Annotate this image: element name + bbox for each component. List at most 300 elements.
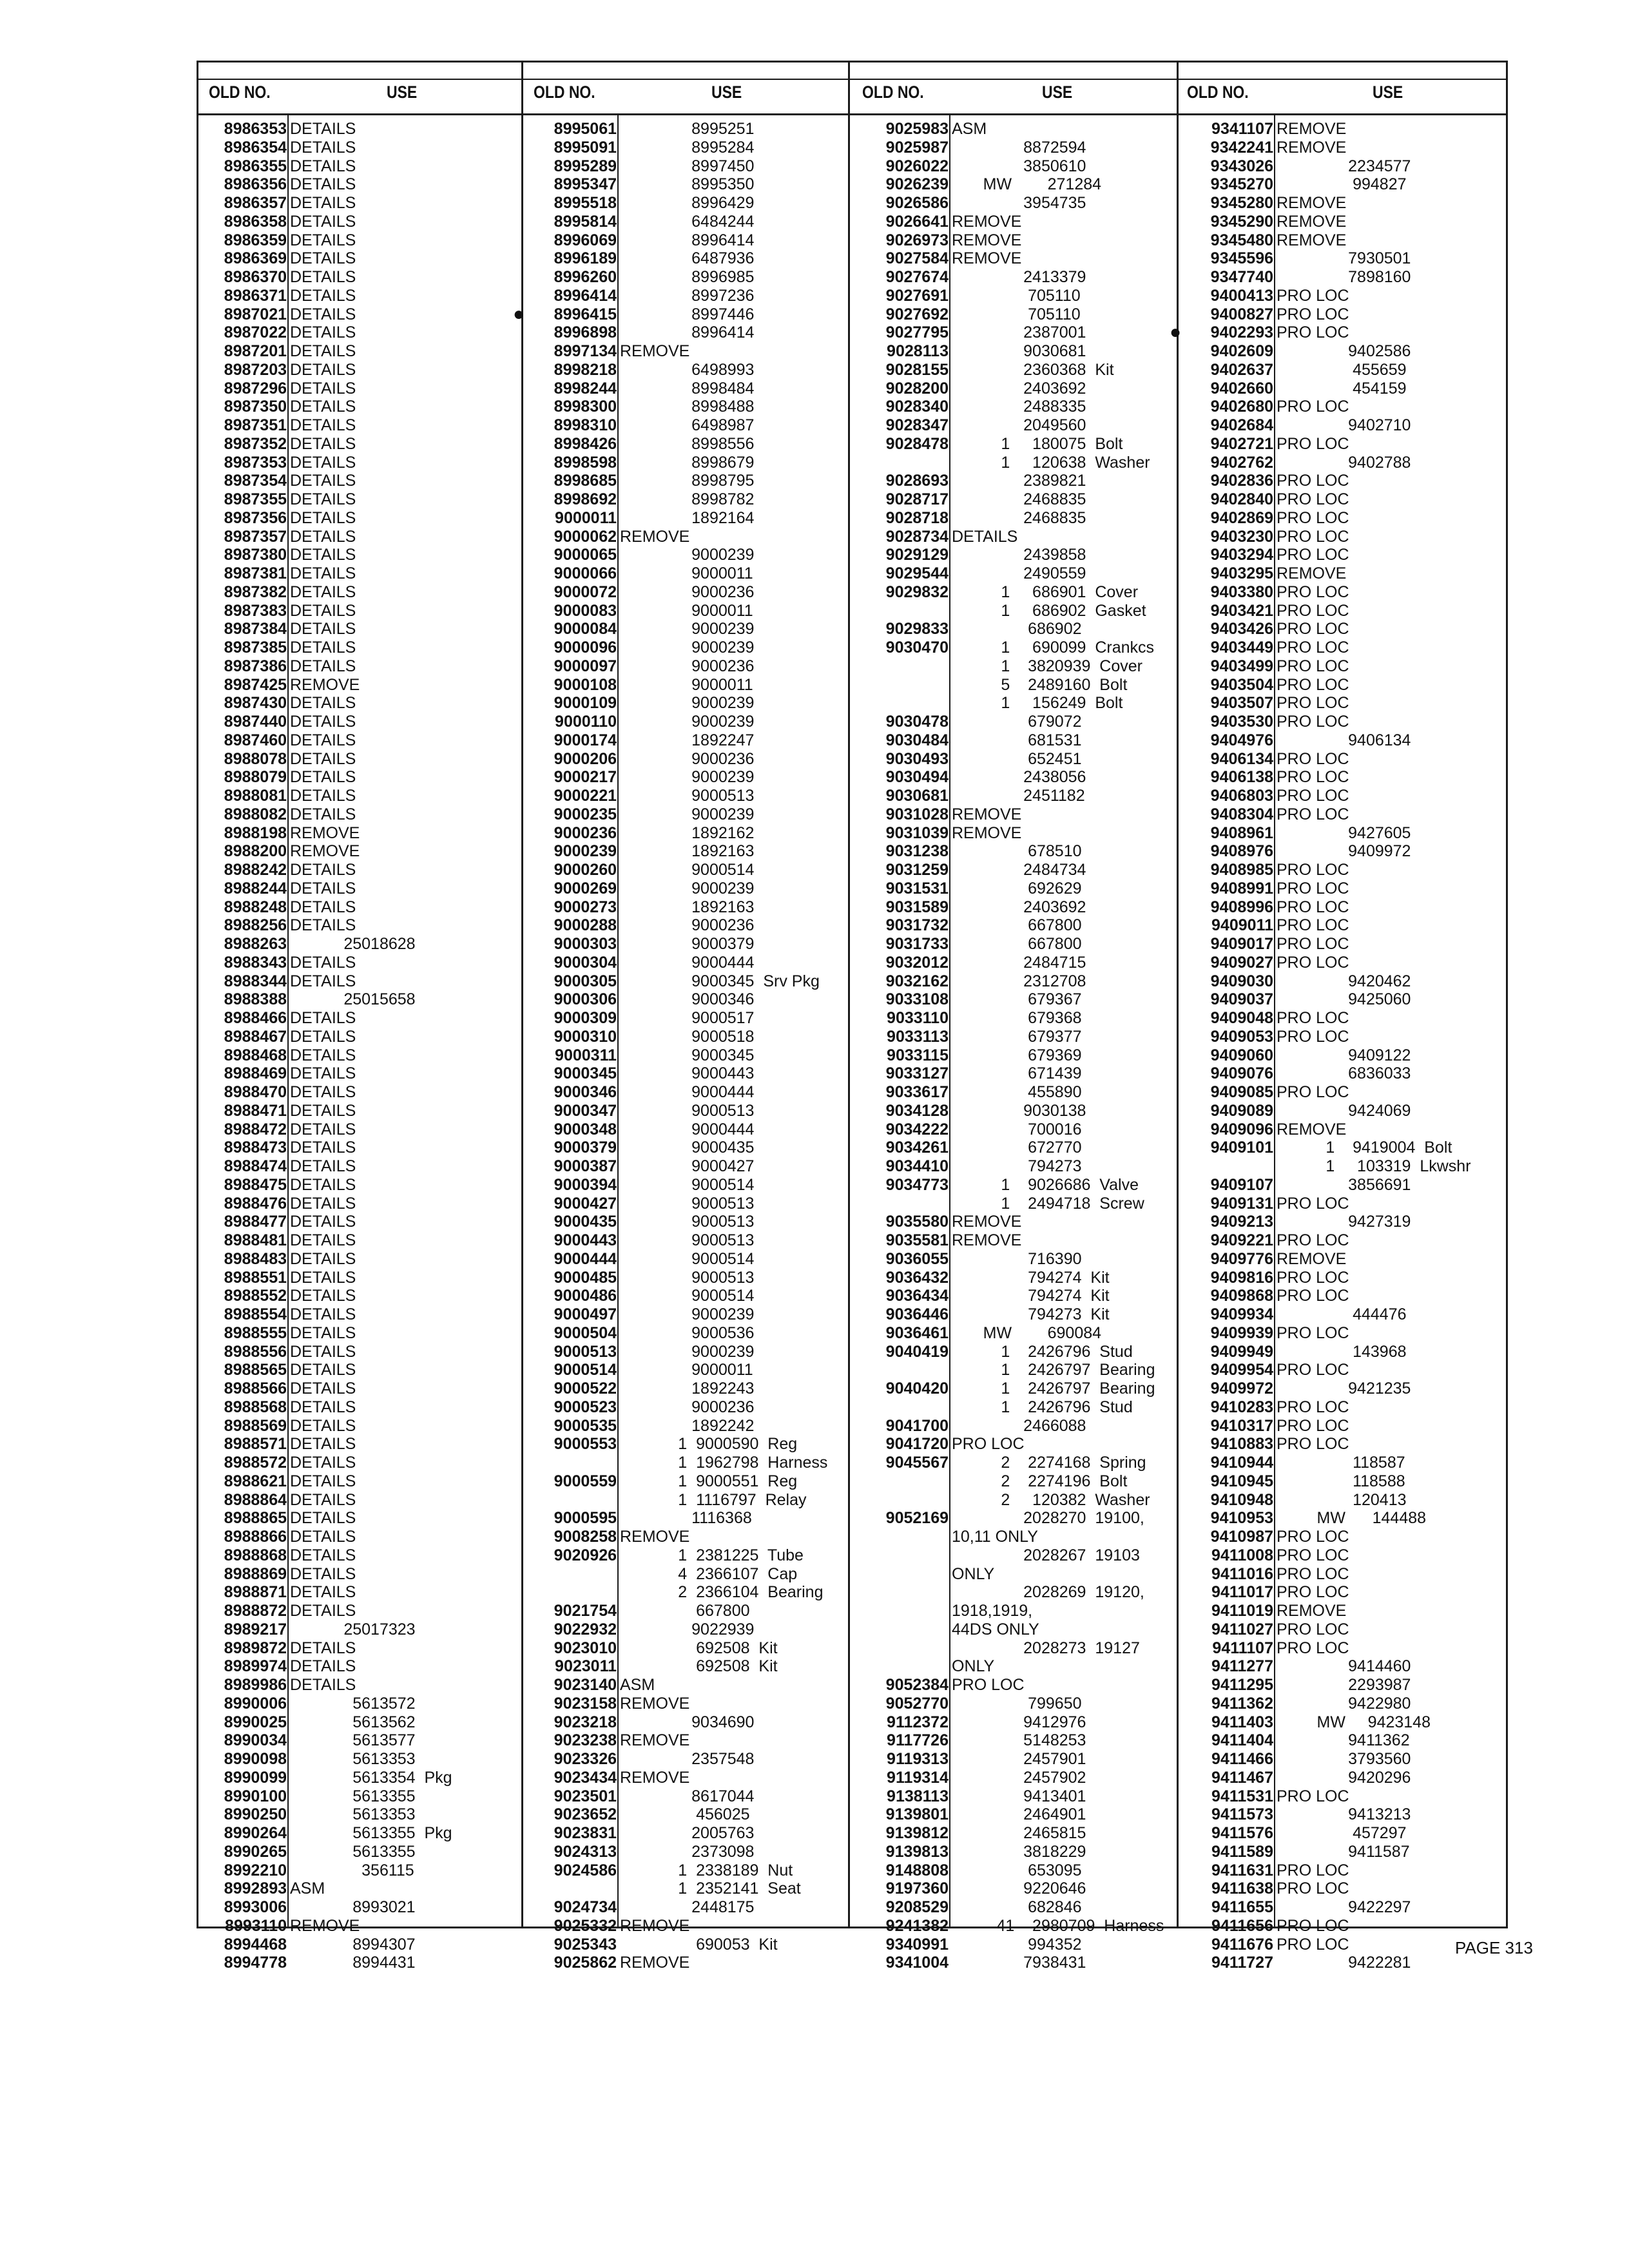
old-number: 8988572 [224, 1454, 287, 1472]
old-number: 9027795 [885, 323, 949, 342]
old-number: 9036446 [885, 1305, 949, 1323]
use-value: PRO LOC [1277, 768, 1349, 787]
old-number: 9411017 [1211, 1583, 1273, 1602]
old-number: 9000065 [554, 546, 617, 564]
use-value: 6498987 [620, 416, 755, 434]
old-number: 9034410 [885, 1157, 949, 1175]
use-value: 3856691 [1277, 1175, 1411, 1194]
table-row [849, 1769, 1175, 1787]
old-number: 8987383 [224, 601, 287, 620]
use-value: 9422980 [1277, 1694, 1411, 1713]
table-row [849, 990, 1175, 1009]
table-row [1173, 1324, 1505, 1343]
use-value: REMOVE [620, 527, 690, 546]
table-row [1173, 1787, 1505, 1806]
old-number: 9033115 [887, 1046, 949, 1064]
use-value: 679369 [952, 1046, 1082, 1064]
old-number: 9030478 [885, 713, 949, 731]
table-row [187, 1454, 521, 1472]
table-row [849, 1713, 1175, 1732]
table-row [1173, 342, 1505, 361]
table-row [517, 1287, 847, 1305]
table-row [187, 1769, 521, 1787]
old-number: 9403380 [1210, 582, 1273, 601]
use-value: 444476 [1277, 1305, 1407, 1323]
old-number: 9034128 [885, 1101, 949, 1120]
old-number: 9000260 [554, 861, 617, 879]
use-value: 2049560 [952, 416, 1086, 434]
old-number: 9000066 [554, 564, 617, 582]
use-value: PRO LOC [1277, 1564, 1349, 1583]
use-value: DETAILS [290, 1287, 356, 1305]
table-row [1173, 1879, 1505, 1898]
table-row [187, 972, 521, 991]
table-row [517, 490, 847, 509]
use-value: DETAILS [290, 1657, 356, 1676]
old-number: 8988343 [224, 953, 287, 972]
table-row [849, 380, 1175, 398]
table-row [1173, 676, 1505, 695]
table-row [1173, 1695, 1505, 1713]
table-row [849, 1102, 1175, 1120]
use-value: DETAILS [290, 861, 356, 879]
table-row [1173, 380, 1505, 398]
table-row [187, 213, 521, 231]
table-row [1173, 1269, 1505, 1287]
use-value: 9427605 [1277, 823, 1411, 842]
old-number: 9000379 [554, 1139, 617, 1157]
table-row [187, 528, 521, 546]
table-row [517, 1379, 847, 1398]
use-value: 9000236 [620, 582, 755, 601]
table-row [1173, 1472, 1505, 1491]
use-value: 667800 [952, 935, 1082, 953]
table-row [517, 213, 847, 231]
old-number: 9033110 [887, 1009, 949, 1027]
use-value: 9000379 [620, 935, 755, 953]
table-row [517, 583, 847, 602]
old-number: 9029129 [885, 546, 949, 564]
use-value: 1 2426797 Bearing [952, 1361, 1155, 1379]
table-row [517, 1639, 847, 1658]
table-row [187, 564, 521, 583]
table-row [849, 1379, 1175, 1398]
old-number: 8998598 [554, 453, 617, 472]
use-value: PRO LOC [1277, 953, 1349, 972]
use-value: PRO LOC [1277, 861, 1349, 879]
table-row [517, 287, 847, 305]
old-number: 8995814 [554, 212, 617, 231]
old-number: 9040419 [885, 1342, 949, 1361]
old-number: 9000522 [554, 1379, 617, 1398]
use-value: PRO LOC [1277, 749, 1349, 768]
old-number: 9400827 [1210, 305, 1273, 323]
table-row [849, 1287, 1175, 1305]
use-value: 2466088 [952, 1416, 1086, 1435]
old-number: 9411638 [1211, 1879, 1273, 1898]
old-number: 9030681 [885, 787, 949, 805]
table-row [187, 416, 521, 435]
old-number: 9000110 [555, 713, 617, 731]
use-value: DETAILS [290, 1194, 356, 1213]
table-row [1173, 416, 1505, 435]
use-value: 9000444 [620, 953, 755, 972]
old-number: 9411631 [1211, 1861, 1273, 1879]
use-value: 6836033 [1277, 1064, 1411, 1083]
use-value: DETAILS [290, 1083, 356, 1101]
old-number: 8988571 [224, 1435, 287, 1454]
old-number: 8987353 [224, 453, 287, 472]
old-number: 9028113 [887, 342, 949, 360]
use-value: DETAILS [290, 1175, 356, 1194]
table-row [517, 1769, 847, 1787]
use-value: DETAILS [290, 582, 356, 601]
old-number: 9029833 [885, 620, 949, 639]
use-value: 25017323 [290, 1620, 416, 1639]
old-number: 9411016 [1211, 1564, 1273, 1583]
table-row [849, 1250, 1175, 1269]
use-value: 8995284 [620, 138, 755, 157]
use-value: 8995350 [620, 175, 755, 194]
old-number: 9000310 [554, 1027, 617, 1046]
use-value: 682846 [952, 1898, 1082, 1916]
use-value: REMOVE [1277, 1602, 1347, 1620]
use-value: 7938431 [952, 1954, 1086, 1972]
use-value: 41 2980709 Harness [952, 1916, 1164, 1935]
old-number: 9000394 [554, 1175, 617, 1194]
table-row [517, 731, 847, 750]
use-value: DETAILS [290, 1120, 356, 1139]
old-number: 9025862 [554, 1954, 617, 1972]
table-row [517, 842, 847, 861]
old-number: 9041700 [885, 1416, 949, 1435]
table-row [849, 1695, 1175, 1713]
use-value: DETAILS [290, 1342, 356, 1361]
old-number: 9008258 [554, 1528, 617, 1546]
use-value: PRO LOC [1277, 398, 1349, 416]
old-number: 9197360 [885, 1879, 949, 1898]
table-row [517, 1269, 847, 1287]
use-value: 1 1962798 Harness [620, 1454, 828, 1472]
use-value: 120413 [1277, 1490, 1407, 1509]
old-number: 9409053 [1210, 1027, 1273, 1046]
old-number: 8986353 [224, 120, 287, 138]
table-row [849, 472, 1175, 490]
table-row [1173, 454, 1505, 472]
old-number: 9031732 [885, 916, 949, 935]
table-row [187, 1546, 521, 1565]
table-row [849, 1324, 1175, 1343]
table-row [187, 1824, 521, 1843]
table-row [849, 1120, 1175, 1139]
old-number: 9411467 [1211, 1768, 1273, 1787]
old-number: 8996415 [554, 305, 617, 323]
table-row [849, 1898, 1175, 1917]
old-number: 9033108 [885, 990, 949, 1009]
old-number: 9343026 [1210, 157, 1273, 175]
old-number: 9409221 [1210, 1231, 1273, 1249]
table-row [517, 916, 847, 935]
header-rule-upper [197, 79, 1508, 80]
use-value: 692508 Kit [620, 1639, 778, 1657]
use-value: REMOVE [290, 823, 360, 842]
use-value: DETAILS [290, 508, 356, 527]
table-row [517, 713, 847, 731]
use-value: 1 2426797 Bearing [952, 1379, 1155, 1398]
use-value: 9000427 [620, 1157, 755, 1175]
table-row [1173, 1602, 1505, 1620]
table-row [1173, 954, 1505, 972]
table-row [849, 1917, 1175, 1936]
old-number: 9408991 [1210, 879, 1273, 898]
table-row [517, 750, 847, 769]
use-value: 667800 [620, 1602, 750, 1620]
old-number: 9409868 [1210, 1287, 1273, 1305]
old-number: 8988865 [224, 1509, 287, 1528]
table-row [187, 916, 521, 935]
use-value: 667800 [952, 916, 1082, 935]
old-number: 9409934 [1210, 1305, 1273, 1323]
use-value: PRO LOC [1277, 601, 1349, 620]
table-row [1173, 1676, 1505, 1695]
use-value: 2357548 [620, 1750, 755, 1768]
old-number: 9035581 [885, 1231, 949, 1249]
table-row [517, 639, 847, 657]
use-value: 2387001 [952, 323, 1086, 342]
use-value: DETAILS [290, 286, 356, 305]
old-number: 9408985 [1210, 861, 1273, 879]
header-use-1: USE [387, 82, 418, 102]
table-row [849, 454, 1175, 472]
use-value: PRO LOC [1277, 305, 1349, 323]
use-value: 8997450 [620, 157, 755, 175]
table-row [517, 1435, 847, 1454]
old-number: 8988468 [224, 1046, 287, 1064]
table-row [849, 1843, 1175, 1861]
table-row [187, 194, 521, 213]
old-number: 8988263 [224, 935, 287, 953]
use-value: REMOVE [620, 1528, 690, 1546]
use-value: DETAILS [290, 694, 356, 713]
use-value: 1 9000551 Reg [620, 1472, 798, 1490]
table-row [1173, 1287, 1505, 1305]
old-number: 9029832 [885, 582, 949, 601]
table-row [1173, 1731, 1505, 1750]
old-number: 9409949 [1210, 1342, 1273, 1361]
use-value: 9000011 [620, 1361, 753, 1379]
table-row [1173, 175, 1505, 194]
old-number: 8986358 [224, 212, 287, 231]
old-number: 9030470 [885, 639, 949, 657]
use-value: 1 120638 Washer [952, 453, 1150, 472]
table-row [1173, 620, 1505, 639]
old-number: 9031589 [885, 898, 949, 916]
use-value: 2438056 [952, 768, 1086, 787]
use-value: DETAILS [290, 323, 356, 342]
use-value: 9000517 [620, 1009, 755, 1027]
use-value: PRO LOC [1277, 1528, 1349, 1546]
old-number: 8998300 [554, 398, 617, 416]
table-row [187, 1676, 521, 1695]
table-row [517, 990, 847, 1009]
table-row [1173, 1139, 1505, 1157]
old-number: 9000236 [554, 823, 617, 842]
table-row [1173, 1083, 1505, 1102]
header-use-2: USE [711, 82, 742, 102]
old-number: 9404976 [1210, 731, 1273, 749]
table-row [849, 898, 1175, 917]
table-row [1173, 398, 1505, 416]
old-number: 9000553 [554, 1435, 617, 1454]
use-value: REMOVE [952, 1231, 1022, 1249]
use-value: 1 9026686 Valve [952, 1175, 1139, 1194]
table-row [849, 972, 1175, 991]
use-value: DETAILS [290, 1602, 356, 1620]
table-row [1173, 935, 1505, 954]
table-row [187, 1787, 521, 1806]
table-row [1173, 564, 1505, 583]
table-row [187, 898, 521, 917]
table-row [1173, 1843, 1505, 1861]
old-number: 8995091 [554, 138, 617, 157]
old-number: 8987356 [224, 508, 287, 527]
use-value: DETAILS [290, 879, 356, 898]
table-row [517, 1583, 847, 1602]
bullet-dot-icon: ● [513, 303, 525, 325]
use-value: DETAILS [290, 1064, 356, 1083]
old-number: 9408996 [1210, 898, 1273, 916]
old-number: 9409096 [1210, 1120, 1273, 1139]
table-row [1173, 750, 1505, 769]
table-row [517, 879, 847, 898]
old-number: 9000097 [554, 657, 617, 675]
use-value: 8998782 [620, 490, 755, 508]
old-number: 9000096 [554, 639, 617, 657]
table-row [187, 287, 521, 305]
old-number: 8989217 [224, 1620, 287, 1639]
use-value: PRO LOC [1277, 1435, 1349, 1454]
table-row [1173, 1231, 1505, 1250]
old-number: 9000303 [554, 935, 617, 953]
use-value: PRO LOC [1277, 1639, 1349, 1657]
use-value: 3818229 [952, 1842, 1086, 1861]
use-value: 143968 [1277, 1342, 1407, 1361]
use-value: PRO LOC [1277, 787, 1349, 805]
use-value: DETAILS [290, 1454, 356, 1472]
table-row [1173, 583, 1505, 602]
use-value: 1 156249 Bolt [952, 694, 1123, 713]
use-value: PRO LOC [1277, 675, 1349, 694]
table-row [849, 1583, 1175, 1602]
use-value: DETAILS [290, 768, 356, 787]
old-number: 9406138 [1210, 768, 1273, 787]
table-row [1173, 213, 1505, 231]
table-row [187, 713, 521, 731]
table-row [517, 657, 847, 676]
table-row [517, 602, 847, 620]
table-row [187, 676, 521, 695]
old-number: 9030493 [885, 749, 949, 768]
old-number: 9000435 [554, 1213, 617, 1231]
old-number: 8988198 [224, 823, 287, 842]
old-number: 8987357 [224, 527, 287, 546]
old-number: 8988477 [224, 1213, 287, 1231]
use-value: REMOVE [952, 1213, 1022, 1231]
use-value: 9000236 [620, 657, 755, 675]
old-number: 9411531 [1211, 1787, 1273, 1805]
table-row [517, 1602, 847, 1620]
use-value: 9000011 [620, 601, 753, 620]
table-row [187, 1472, 521, 1491]
table-row [1173, 916, 1505, 935]
use-value: PRO LOC [1277, 546, 1349, 564]
old-number: 9402660 [1210, 379, 1273, 398]
table-row [849, 1602, 1175, 1620]
table-row [187, 1843, 521, 1861]
table-row [1173, 1528, 1505, 1546]
table-row [187, 879, 521, 898]
use-value: 9000346 [620, 990, 755, 1009]
use-value: 5613562 [290, 1713, 416, 1731]
use-value: 672770 [952, 1139, 1082, 1157]
table-row [849, 1361, 1175, 1379]
old-number: 9023010 [554, 1639, 617, 1657]
use-value: 1 2494718 Screw [952, 1194, 1144, 1213]
table-row [1173, 361, 1505, 380]
old-number: 9345280 [1210, 194, 1273, 212]
old-number: 8996069 [554, 231, 617, 249]
header-old-1: OLD NO. [209, 82, 271, 102]
use-value: DETAILS [290, 601, 356, 620]
table-row [517, 1898, 847, 1917]
table-row [187, 1343, 521, 1361]
table-row [849, 175, 1175, 194]
use-value: 1918,1919, [952, 1602, 1033, 1620]
table-row [187, 249, 521, 268]
use-value: 700016 [952, 1120, 1082, 1139]
old-number: 9410317 [1210, 1416, 1273, 1435]
old-number: 9028717 [885, 490, 949, 508]
use-value: DETAILS [290, 398, 356, 416]
table-row [849, 1343, 1175, 1361]
table-row [517, 398, 847, 416]
table-row [1173, 1769, 1505, 1787]
table-row [187, 472, 521, 490]
old-number: 8988467 [224, 1027, 287, 1046]
old-number: 8990098 [224, 1750, 287, 1768]
table-row [187, 231, 521, 250]
use-value: 1 1116797 Relay [620, 1490, 807, 1509]
table-row [187, 1713, 521, 1732]
use-value: 9030138 [952, 1101, 1086, 1120]
use-value: 9000239 [620, 620, 755, 639]
use-value: DETAILS [290, 1639, 356, 1657]
use-value: 8998488 [620, 398, 755, 416]
use-value: 1116368 [620, 1509, 752, 1528]
use-value: 3850610 [952, 157, 1086, 175]
use-value: DETAILS [290, 120, 356, 138]
old-number: 9411573 [1211, 1805, 1273, 1824]
use-value: DETAILS [290, 972, 356, 990]
use-value: 1892162 [620, 823, 755, 842]
table-row [1173, 1917, 1505, 1936]
old-number: 8995061 [554, 120, 617, 138]
table-row [187, 490, 521, 509]
old-number: 9035580 [885, 1213, 949, 1231]
table-row [517, 1657, 847, 1676]
use-value: ASM [952, 120, 987, 138]
table-row [187, 935, 521, 954]
